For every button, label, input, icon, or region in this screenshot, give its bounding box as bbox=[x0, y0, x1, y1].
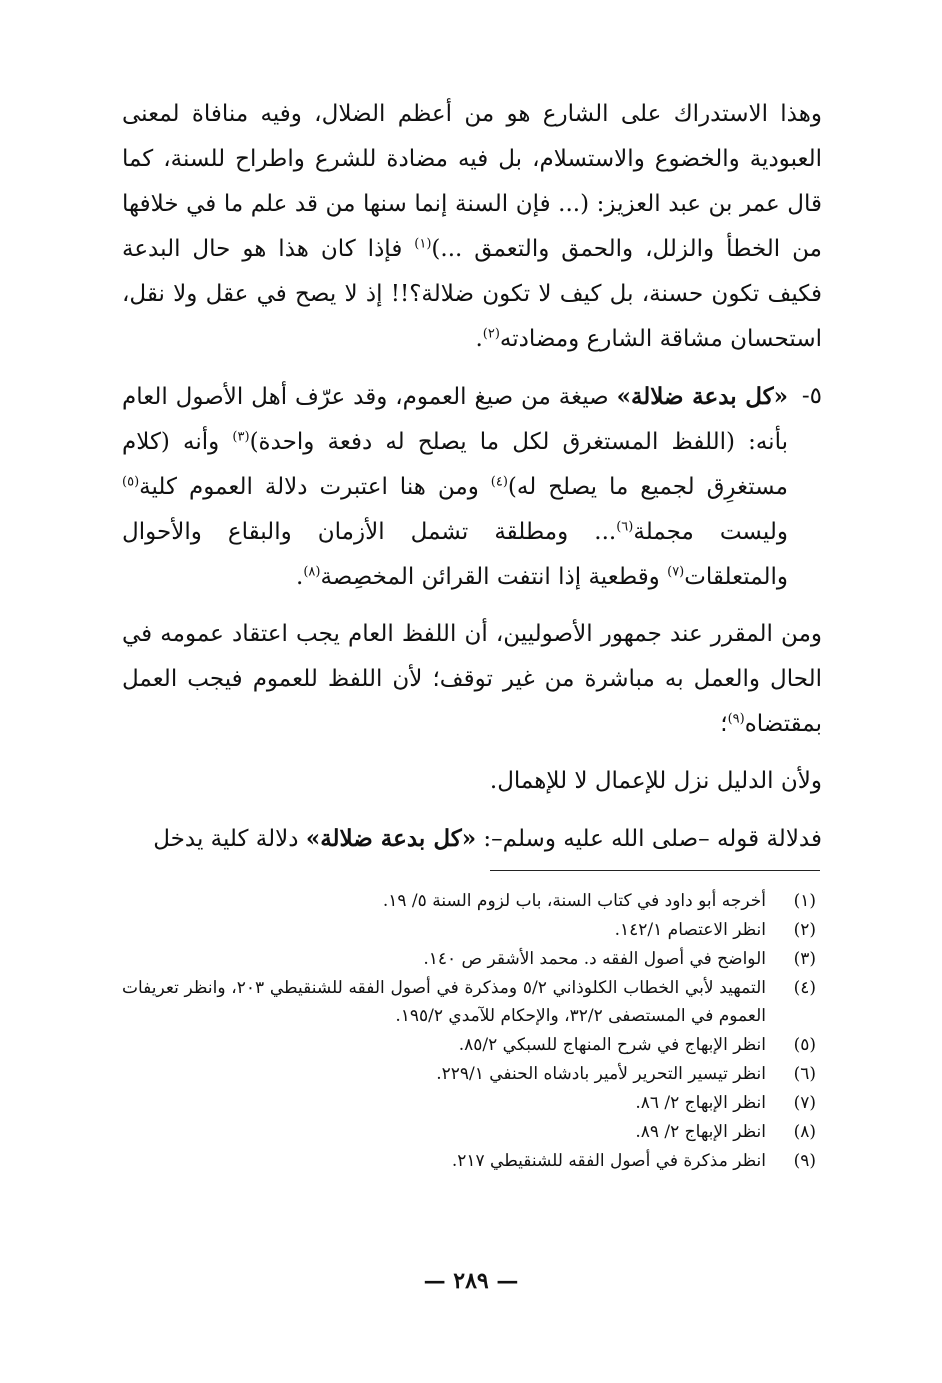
paragraph bbox=[122, 92, 822, 362]
footnote bbox=[122, 1060, 822, 1088]
text-run: وقطعية إذا انتفت القرائن المخصِصة bbox=[320, 564, 668, 590]
text-run: . bbox=[296, 564, 304, 590]
footnote-ref: (٥) bbox=[122, 474, 140, 490]
text-run: ؛ bbox=[720, 711, 728, 737]
hadith-quote: «كل بدعة ضلالة» bbox=[305, 825, 477, 852]
text-run: وليست مجملة bbox=[633, 519, 788, 545]
footnote bbox=[122, 1031, 822, 1059]
footnote bbox=[122, 1147, 822, 1175]
text-run: ولأن الدليل نزل للإعمال لا للإهمال. bbox=[489, 768, 822, 794]
footnotes bbox=[122, 887, 822, 1176]
footnote-number: (٢) bbox=[793, 920, 816, 940]
footnote-ref: (١) bbox=[414, 236, 432, 252]
footnote-text: الواضح في أصول الفقه د. محمد الأشقر ص ١٤٠. bbox=[423, 949, 766, 969]
footnote-text: انظر الإبهاج ٢/ ٨٩. bbox=[635, 1122, 766, 1142]
hadith-quote: «كل بدعة ضلالة» bbox=[616, 383, 788, 410]
footnote-text: انظر الاعتصام ١٤٢/١. bbox=[614, 920, 766, 940]
text-run: ومن هنا اعتبرت دلالة العموم كلية bbox=[139, 474, 491, 500]
footnote-number: (٥) bbox=[793, 1035, 816, 1055]
paragraph bbox=[122, 816, 822, 862]
footnote bbox=[122, 1089, 822, 1117]
footnote-ref: (٣) bbox=[232, 429, 250, 445]
footnote-ref: (٦) bbox=[616, 519, 634, 535]
text-run: ومن المقرر عند جمهور الأصوليين، أن اللفظ العام يجب اعتقاد عمومه في الحال والعمل به مباشرة من غير توقف؛ لأن اللفظ للعموم فيجب العمل بمقتضاه bbox=[122, 621, 822, 737]
text-run: دلالة كلية يدخل bbox=[153, 826, 306, 852]
footnote-text: انظر تيسير التحرير لأمير بادشاه الحنفي ٢٢٩/١. bbox=[436, 1064, 766, 1084]
paragraph bbox=[122, 759, 822, 804]
text-run: وأنه (كلام مستغرِق لجميع ما يصلح له) bbox=[122, 429, 788, 500]
item-number: ٥- bbox=[801, 383, 822, 409]
text-run: ... ومطلقة تشمل الأزمان والبقاع والأحوال والمتعلقات bbox=[122, 519, 788, 590]
text-run: وهذا الاستدراك على الشارع هو من أعظم الضلال، وفيه منافاة لمعنى العبودية والخضوع والاستسلام، بل فيه مضادة للشرع واطراح للسنة، كما قال عمر بن عبد العزيز: (... فإن السنة إنما سنها من قد علم ما في خلافها من الخطأ والزلل، والحمق والتعمق ...) bbox=[122, 101, 822, 262]
text-run: فدلالة قوله –صلى الله عليه وسلم–: bbox=[476, 826, 822, 852]
footnote-text: انظر الإبهاج في شرح المنهاج للسبكي ٨٥/٢. bbox=[458, 1035, 766, 1055]
footnote-text: انظر الإبهاج ٢/ ٨٦. bbox=[635, 1093, 766, 1113]
footnote-number: (٦) bbox=[793, 1064, 816, 1084]
footnote-number: (٧) bbox=[793, 1093, 816, 1113]
footnote bbox=[122, 945, 822, 973]
text-run: فإذا كان هذا هو حال البدعة فكيف تكون حسنة، بل كيف لا تكون ضلالة؟!! إذ لا يصح في عقل ولا نقل، استحسان مشاقة الشارع ومضادته bbox=[122, 236, 822, 352]
footnote bbox=[122, 916, 822, 944]
text-run: . bbox=[475, 326, 483, 352]
numbered-paragraph bbox=[122, 374, 822, 600]
footnote-number: (٤) bbox=[793, 978, 816, 998]
footnote-text: انظر مذكرة في أصول الفقه للشنقيطي ٢١٧. bbox=[451, 1151, 766, 1171]
footnote-text: أخرجه أبو داود في كتاب السنة، باب لزوم السنة ٥/ ١٩. bbox=[382, 891, 766, 911]
footnote-text: التمهيد لأبي الخطاب الكلوذاني ٥/٢ ومذكرة في أصول الفقه للشنقيطي ٢٠٣، وانظر تعريفات العموم في المستصفى ٣٢/٢، والإحكام للآمدي ١٩٥/٢. bbox=[122, 978, 766, 1026]
footnote-ref: (٨) bbox=[303, 564, 321, 580]
footnote-ref: (٤) bbox=[490, 474, 508, 490]
footnote bbox=[122, 887, 822, 915]
footnote bbox=[122, 974, 822, 1030]
footnote-ref: (٧) bbox=[667, 564, 685, 580]
footnote-ref: (٢) bbox=[482, 326, 500, 342]
footnote-number: (٩) bbox=[793, 1151, 816, 1171]
footnote-ref: (٩) bbox=[727, 711, 745, 727]
footnote bbox=[122, 1118, 822, 1146]
main-text bbox=[122, 92, 822, 862]
footnote-number: (٣) bbox=[793, 949, 816, 969]
text-run: صيغة من صيغ العموم، وقد عرّف أهل الأصول العام بأنه: (اللفظ المستغرق لكل ما يصلح له دفعة واحدة) bbox=[122, 384, 788, 455]
paragraph bbox=[122, 612, 822, 747]
footnote-number: (١) bbox=[793, 891, 816, 911]
page-number: — ٢٨٩ — bbox=[423, 1268, 519, 1294]
footnote-separator bbox=[490, 870, 820, 871]
footnote-number: (٨) bbox=[793, 1122, 816, 1142]
